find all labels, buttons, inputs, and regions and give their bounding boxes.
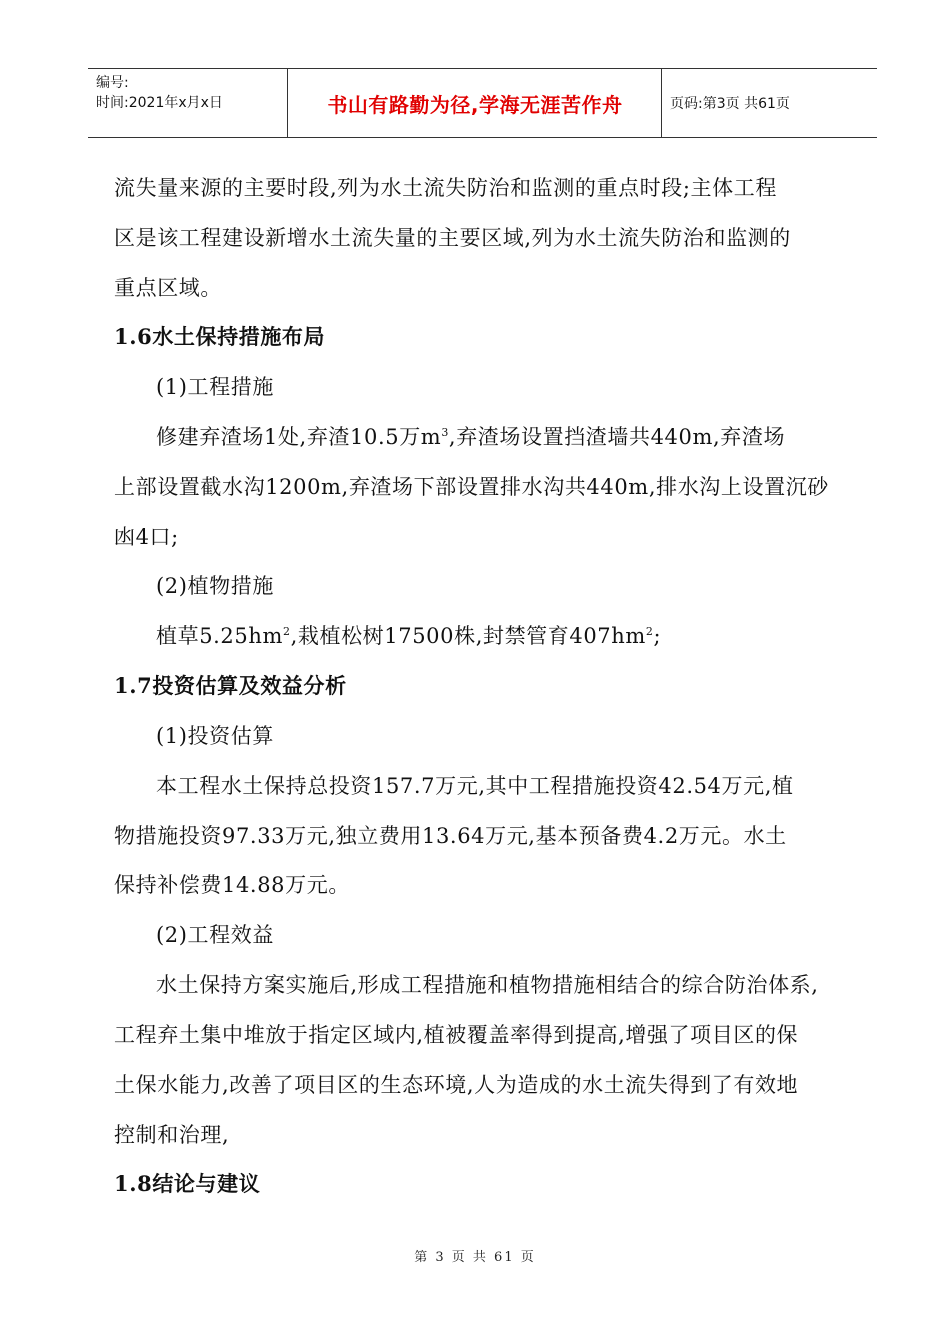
body-line: 保持补偿费14.88万元。: [114, 873, 350, 897]
header-page-info: 页码:第3页 共61页: [670, 96, 790, 112]
body-line: 区是该工程建设新增水土流失量的主要区域,列为水土流失防治和监测的: [114, 226, 791, 250]
time-label: 时间:2021年x月x日: [96, 95, 223, 111]
body-line: 修建弃渣场1处,弃渣10.5万$m^3$,弃渣场设置挡渣墙共440m,弃渣场: [156, 425, 786, 449]
subheading-benefit: (2)工程效益: [156, 923, 274, 947]
body-line: 植草$5.25hm^2$,栽植松树17500株,封禁管育$407hm^2$;: [156, 624, 662, 648]
body-line: 凼4口;: [114, 525, 179, 549]
section-heading-1-8: 1.8结论与建议: [114, 1171, 261, 1196]
section-heading-1-7: 1.7投资估算及效益分析: [114, 673, 347, 698]
subheading-engineering: (1)工程措施: [156, 375, 274, 399]
subheading-plant: (2)植物措施: [156, 574, 274, 598]
body-line: 土保水能力,改善了项目区的生态环境,人为造成的水土流失得到了有效地: [114, 1073, 799, 1097]
header-divider: [661, 69, 662, 137]
body-line: 水土保持方案实施后,形成工程措施和植物措施相结合的综合防治体系,: [156, 973, 819, 997]
body-line: 物措施投资97.33万元,独立费用13.64万元,基本预备费4.2万元。水土: [114, 824, 787, 848]
page-header: [88, 68, 877, 138]
body-line: 上部设置截水沟1200m,弃渣场下部设置排水沟共440m,排水沟上设置沉砂: [114, 475, 829, 499]
subheading-investment: (1)投资估算: [156, 724, 274, 748]
section-heading-1-6: 1.6水土保持措施布局: [114, 324, 326, 349]
number-label: 编号:: [96, 75, 129, 91]
page-footer: 第 3 页 共 61 页: [414, 1250, 536, 1265]
body-line: 控制和治理,: [114, 1123, 230, 1147]
body-line: 本工程水土保持总投资157.7万元,其中工程措施投资42.54万元,植: [156, 774, 794, 798]
header-meta: [96, 73, 223, 113]
body-line: 流失量来源的主要时段,列为水土流失防治和监测的重点时段;主体工程: [114, 176, 777, 200]
body-line: 工程弃土集中堆放于指定区域内,植被覆盖率得到提高,增强了项目区的保: [114, 1023, 799, 1047]
body-line: 重点区域。: [114, 276, 222, 300]
header-motto: 书山有路勤为径,学海无涯苦作舟: [327, 92, 623, 117]
